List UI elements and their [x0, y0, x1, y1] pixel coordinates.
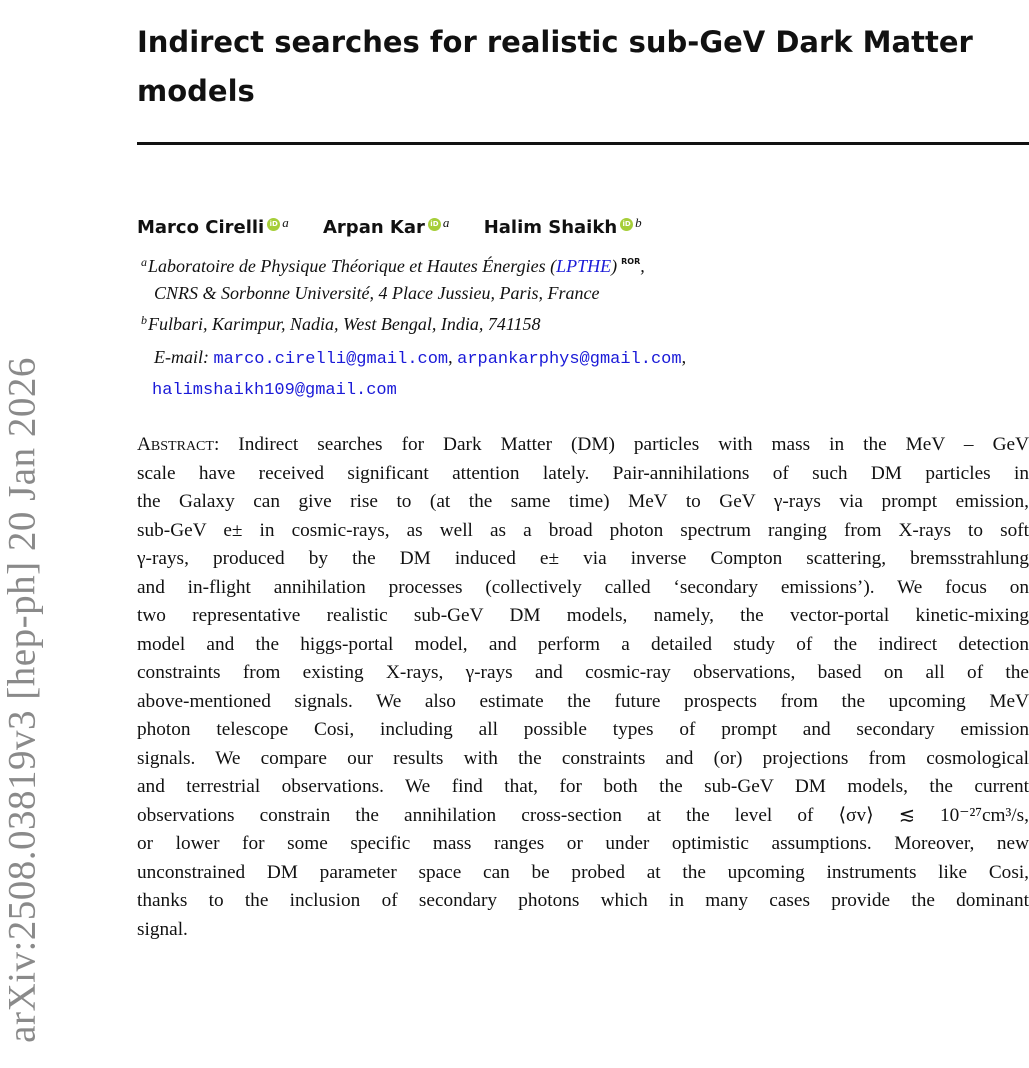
paper-title: Indirect searches for realistic sub-GeV Dark Matter models [137, 25, 973, 108]
abstract-line [137, 688, 1029, 717]
abstract-label: Abstract: [137, 434, 220, 455]
abstract-line [137, 431, 1029, 460]
abstract-line [137, 602, 1029, 631]
abstract-text: signals. We compare our results with the constraints and (or) projections from cosmological [137, 747, 1029, 769]
abstract-text: signal. [137, 918, 188, 940]
affiliation-mark: a [442, 215, 450, 230]
orcid-icon[interactable]: iD [620, 218, 633, 231]
abstract-text: thanks to the inclusion of secondary photons which in many cases provide the dominant [137, 890, 1029, 911]
orcid-icon[interactable]: iD [267, 218, 280, 231]
abstract-line [137, 716, 1029, 745]
author-name: Halim Shaikh [483, 217, 618, 238]
abstract-text: two representative realistic sub-GeV DM models, namely, the vector-portal kinetic-mixing [137, 605, 1029, 626]
author-name: Marco Cirelli [137, 217, 265, 238]
title-rule [137, 142, 1029, 145]
abstract-line [137, 488, 1029, 517]
affiliation-a [141, 255, 645, 277]
lpthe-link[interactable]: LPTHE [556, 256, 612, 276]
arxiv-stamp: arXiv:2508.03819v3 [hep-ph] 20 Jan 2026 [0, 357, 44, 1043]
abstract-line [137, 802, 1029, 831]
abstract-line [137, 830, 1029, 859]
author-list [137, 215, 670, 238]
abstract-text: observations constrain the annihilation cross-section at the level of ⟨σv⟩ ≲ 10⁻²⁷cm³/s, [137, 804, 1029, 826]
author [323, 215, 449, 238]
abstract-text: photon telescope Cosi, including all possible types of prompt and secondary emission [137, 719, 1029, 740]
abstract-text: unconstrained DM parameter space can be probed at the upcoming instruments like Cosi, [137, 861, 1029, 883]
affiliation-text: Fulbari, Karimpur, Nadia, West Bengal, India, 741158 [148, 314, 541, 334]
affiliation-text: ) [611, 256, 618, 276]
abstract-text: constraints from existing X-rays, γ-rays and cosmic-ray observations, based on all of the [137, 662, 1029, 683]
email-line-2 [152, 378, 397, 400]
abstract-line [137, 887, 1029, 916]
email-link[interactable]: halimshaikh109@gmail.com [152, 381, 397, 400]
author [137, 215, 289, 238]
affiliation-mark: b [635, 215, 642, 230]
affiliation-text: Laboratoire de Physique Théorique et Hautes Énergies ( [148, 256, 557, 276]
abstract-line [137, 460, 1029, 489]
affiliation-mark: a [141, 255, 147, 269]
abstract-line [137, 574, 1029, 603]
separator: , [448, 347, 458, 367]
abstract-text: γ-rays, produced by the DM induced e± via inverse Compton scattering, bremsstrahlung [137, 548, 1029, 569]
abstract-line [137, 916, 1029, 945]
separator: , [681, 347, 687, 367]
abstract-line [137, 631, 1029, 660]
abstract-text: sub-GeV e± in cosmic-rays, as well as a broad photon spectrum ranging from X-rays to soft [137, 519, 1029, 541]
abstract-text: Indirect searches for Dark Matter (DM) particles with mass in the MeV – GeV [219, 434, 1029, 455]
email-line [154, 347, 686, 369]
abstract-text: or lower for some specific mass ranges or under optimistic assumptions. Moreover, new [137, 833, 1029, 854]
affiliation-mark: b [141, 313, 147, 327]
email-link[interactable]: arpankarphys@gmail.com [457, 350, 682, 369]
abstract-line [137, 859, 1029, 888]
abstract-text: and in-flight annihilation processes (collectively called ‘secondary emissions’). We focus on [137, 576, 1029, 598]
affiliation-text: , [640, 256, 645, 276]
abstract-line [137, 545, 1029, 574]
abstract-text: above-mentioned signals. We also estimate the future prospects from the upcoming MeV [137, 690, 1029, 712]
author-name: Arpan Kar [323, 217, 425, 238]
abstract-line [137, 773, 1029, 802]
abstract-text: the Galaxy can give rise to (at the same time) MeV to GeV γ-rays via prompt emission, [137, 491, 1029, 512]
abstract-line [137, 745, 1029, 774]
email-link[interactable]: marco.cirelli@gmail.com [213, 350, 449, 369]
affiliation-mark: a [282, 215, 289, 230]
abstract-text: model and the higgs-portal model, and perform a detailed study of the indirect detection [137, 633, 1029, 655]
author [484, 215, 642, 238]
abstract-line [137, 517, 1029, 546]
affiliation-a-line2: CNRS & Sorbonne Université, 4 Place Jussieu, Paris, France [154, 283, 600, 303]
abstract-line [137, 659, 1029, 688]
ror-icon[interactable]: ROR [621, 257, 641, 266]
abstract [137, 431, 1029, 944]
abstract-text: scale have received significant attention lately. Pair-annihilations of such DM particles in [137, 462, 1029, 484]
orcid-icon[interactable]: iD [428, 218, 441, 231]
affiliation-b [141, 313, 541, 335]
email-label: E-mail: [154, 347, 214, 367]
abstract-text: and terrestrial observations. We find that, for both the sub-GeV DM models, the current [137, 776, 1029, 797]
